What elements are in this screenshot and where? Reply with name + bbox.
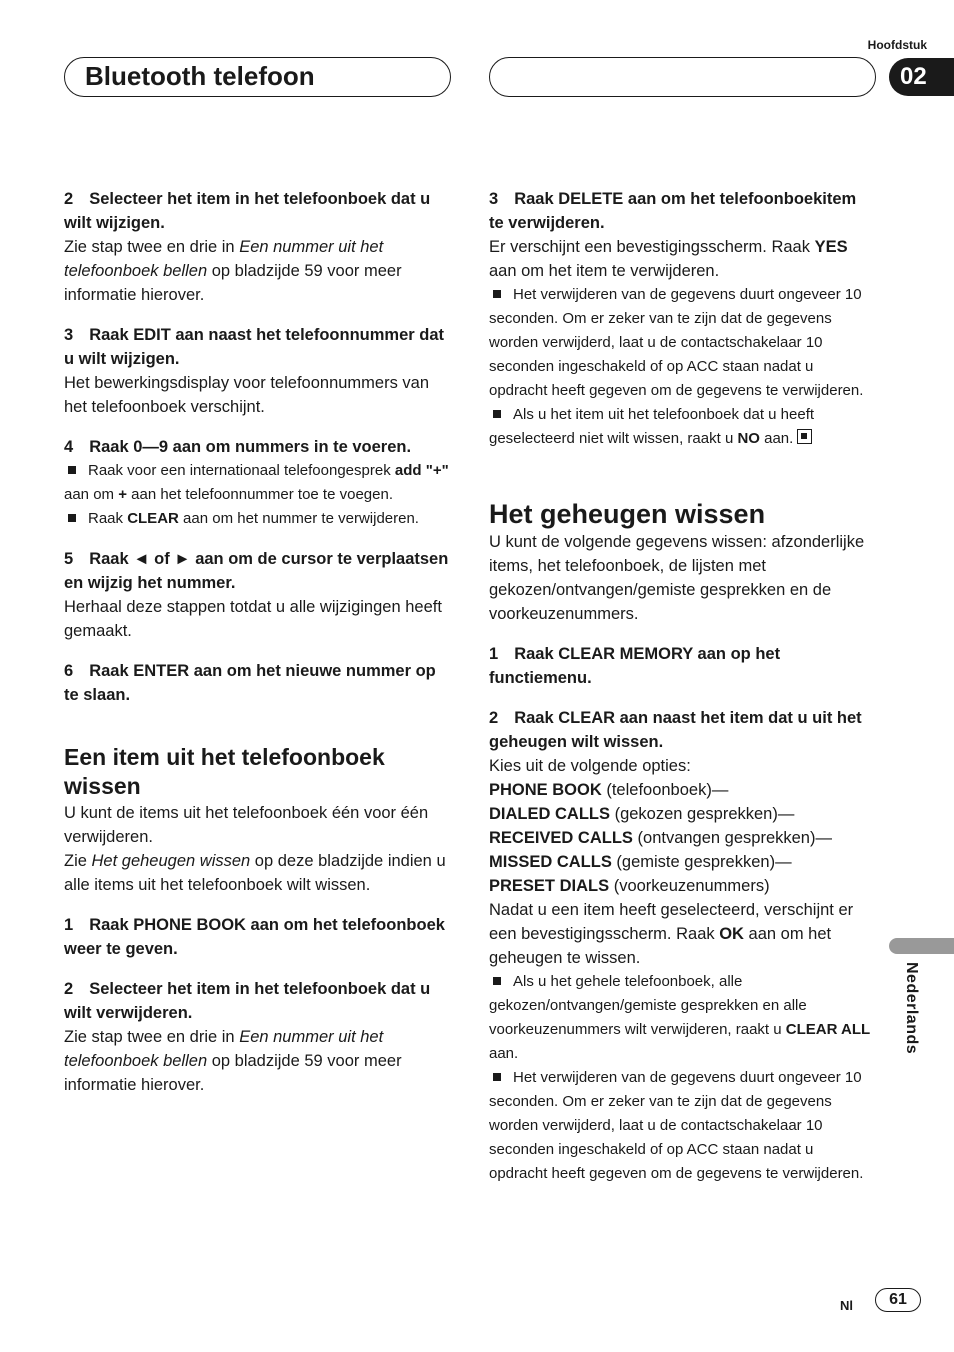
step-heading: 2 Selecteer het item in het telefoonboek dat u wilt verwijderen. — [64, 980, 431, 1022]
step-heading: 1 Raak PHONE BOOK aan om het telefoonboek weer te geven. — [64, 916, 445, 958]
note-item: Als u het item uit het telefoonboek dat u heeft geselecteerd niet wilt wissen, raakt u NO aan. — [489, 406, 815, 447]
side-language-label: Nederlands — [903, 962, 920, 1055]
section-text: U kunt de items uit het telefoonboek één voor één verwijderen. — [64, 804, 429, 846]
bullet-square-icon — [493, 977, 501, 985]
side-tab-marker — [889, 938, 954, 954]
section-text: Zie Het geheugen wissen op deze bladzijde indien u alle items uit het telefoonboek wilt wissen. — [64, 852, 446, 894]
page-title: Bluetooth telefoon — [64, 57, 451, 97]
step-heading: 3 Raak DELETE aan om het telefoonboekitem te verwijderen. — [489, 190, 857, 232]
section-heading: Het geheugen wissen — [489, 499, 766, 529]
page-number: 61 — [875, 1288, 921, 1312]
bullet-square-icon — [68, 514, 76, 522]
step-body: Zie stap twee en drie in Een nummer uit het telefoonboek bellen op bladzijde 59 voor meer informatie hierover. — [64, 1028, 402, 1094]
chapter-label: Hoofdstuk — [867, 38, 927, 52]
step-heading: 4 Raak 0—9 aan om nummers in te voeren. — [64, 438, 412, 456]
option-list: PHONE BOOK (telefoonboek)— DIALED CALLS (gekozen gesprekken)— RECEIVED CALLS (ontvangen gesprekken)— MISSED CALLS (gemiste gesprekken)— PRESET DIALS (voorkeuzenummers) — [489, 781, 832, 895]
step-body: Zie stap twee en drie in Een nummer uit het telefoonboek bellen op bladzijde 59 voor meer informatie hierover. — [64, 238, 402, 304]
bullet-square-icon — [493, 410, 501, 418]
step-body: Nadat u een item heeft geselecteerd, verschijnt er een bevestigingsscherm. Raak OK aan om het geheugen te wissen. — [489, 901, 854, 967]
step-heading: 1 Raak CLEAR MEMORY aan op het functiemenu. — [489, 645, 781, 687]
right-column — [489, 187, 875, 1186]
step-heading: 3 Raak EDIT aan naast het telefoonnummer dat u wilt wijzigen. — [64, 326, 445, 368]
left-column — [64, 187, 450, 1097]
note-item: Raak voor een internationaal telefoongesprek add "+" aan om + aan het telefoonnummer toe te voegen. — [64, 462, 449, 503]
step-heading: 6 Raak ENTER aan om het nieuwe nummer op te slaan. — [64, 662, 436, 704]
footer-language-code: Nl — [840, 1298, 853, 1313]
step-heading: 2 Raak CLEAR aan naast het item dat u uit het geheugen wilt wissen. — [489, 709, 862, 751]
note-item: Raak CLEAR aan om het nummer te verwijderen. — [64, 507, 450, 531]
step-heading: 5 Raak ◄ of ► aan om de cursor te verplaatsen en wijzig het nummer. — [64, 550, 449, 592]
bullet-square-icon — [493, 290, 501, 298]
end-of-section-icon — [797, 429, 812, 444]
step-body: Kies uit de volgende opties: — [489, 757, 691, 775]
note-item: Het verwijderen van de gegevens duurt ongeveer 10 seconden. Om er zeker van te zijn dat de gegevens worden verwijderd, laat u de contactschakelaar 10 seconden ingeschakeld of op ACC staan nadat u opdracht heeft gegeven om de gegevens te verwijderen. — [489, 1069, 864, 1182]
section-heading: Een item uit het telefoonboek wissen — [64, 744, 385, 799]
step-body: Het bewerkingsdisplay voor telefoonnummers van het telefoonboek verschijnt. — [64, 374, 430, 416]
chapter-number-badge: 02 — [889, 58, 954, 96]
note-item: Het verwijderen van de gegevens duurt ongeveer 10 seconden. Om er zeker van te zijn dat de gegevens worden verwijderd, laat u de contactschakelaar 10 seconden ingeschakeld of op ACC staan nadat u opdracht heeft gegeven om de gegevens te verwijderen. — [489, 286, 864, 399]
step-body: Er verschijnt een bevestigingsscherm. Raak YES aan om het item te verwijderen. — [489, 238, 848, 280]
step-body: Herhaal deze stappen totdat u alle wijzigingen heeft gemaakt. — [64, 598, 442, 640]
section-text: U kunt de volgende gegevens wissen: afzonderlijke items, het telefoonboek, de lijsten met gekozen/ontvangen/gemiste gesprekken en de voorkeuzenummers. — [489, 533, 865, 623]
header-empty-frame — [489, 57, 876, 97]
note-item: Als u het gehele telefoonboek, alle gekozen/ontvangen/gemiste gesprekken en alle voorkeuzenummers wilt verwijderen, raakt u CLEAR ALL aan. — [489, 973, 871, 1062]
step-heading: 2 Selecteer het item in het telefoonboek dat u wilt wijzigen. — [64, 190, 431, 232]
bullet-square-icon — [68, 466, 76, 474]
bullet-square-icon — [493, 1073, 501, 1081]
